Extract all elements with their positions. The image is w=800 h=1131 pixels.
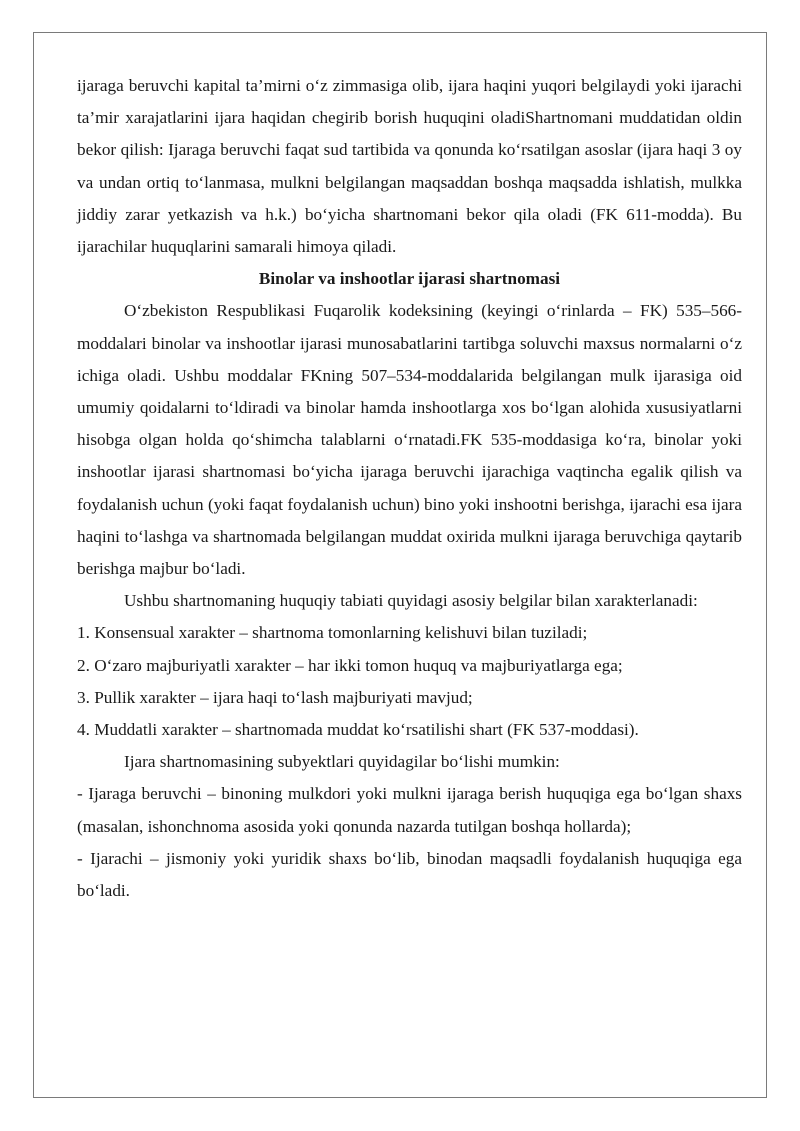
list-item-consensual: 1. Konsensual xarakter – shartnoma tomonlarning kelishuvi bilan tuziladi; (77, 623, 588, 643)
paragraph-lease-repair: ijaraga beruvchi kapital ta’mirni o‘z zimmasiga olib, ijara haqini yuqori belgilaydi yoki ijarachi ta’mir xarajatlarini ijara haqidan chegirib borish huquqini oladiShartnomani muddatidan oldin bekor qilish: Ijaraga beruvchi faqat sud tartibida va qonunda ko‘rsatilgan asoslar (ijara haqi 3 oy va undan ortiq to‘lanmasa, mulkni belgilangan maqsaddan boshqa maqsadda ishlatish, mulkka jiddiy zarar yetkazish va h.k.) bo‘yicha shartnomani bekor qila oladi (FK 611-modda). Bu ijarachilar huquqlarini samarali himoya qiladi. (77, 76, 742, 257)
document-body (77, 70, 742, 907)
paragraph-civil-code: O‘zbekiston Respublikasi Fuqarolik kodeksining (keyingi o‘rinlarda – FK) 535–566-moddalari binolar va inshootlar ijarasi munosabatlarini tartibga soluvchi maxsus normalarni o‘z ichiga oladi. Ushbu moddalar FKning 507–534-moddalarida belgilangan mulk ijarasiga oid umumiy qoidalarni to‘ldiradi va binolar hamda inshootlarga xos bo‘lgan alohida xususiyatlarni hisobga olgan holda qo‘shimcha talablarni o‘rnatadi.FK 535-moddasiga ko‘ra, binolar yoki inshootlar ijarasi shartnomasi bo‘yicha ijaraga beruvchi ijarachiga vaqtincha egalik qilish va foydalanish uchun (yoki faqat foydalanish uchun) bino yoki inshootni berishga, ijarachi esa ijara haqini to‘lashga va shartnomada belgilangan muddat oxirida mulkni ijaraga beruvchiga qaytarib berishga majbur bo‘ladi. (77, 301, 742, 579)
paragraph-subjects: Ijara shartnomasining subyektlari quyidagilar bo‘lishi mumkin: (124, 752, 560, 772)
list-item-lessor: - Ijaraga beruvchi – binoning mulkdori yoki mulkni ijaraga berish huquqiga ega bo‘lgan shaxs (masalan, ishonchnoma asosida yoki qonunda nazarda tutilgan boshqa hollarda); (77, 784, 742, 836)
list-item-mutual: 2. O‘zaro majburiyatli xarakter – har ikki tomon huquq va majburiyatlarga ega; (77, 655, 623, 675)
list-item-term: 4. Muddatli xarakter – shartnomada muddat ko‘rsatilishi shart (FK 537-moddasi). (77, 720, 639, 740)
list-item-lessee: - Ijarachi – jismoniy yoki yuridik shaxs bo‘lib, binodan maqsadli foydalanish huquqiga ega bo‘ladi. (77, 848, 742, 901)
section-heading: Binolar va inshootlar ijarasi shartnomasi (258, 269, 561, 289)
paragraph-legal-nature: Ushbu shartnomaning huquqiy tabiati quyidagi asosiy belgilar bilan xarakterlanadi: (124, 591, 698, 611)
list-item-paid: 3. Pullik xarakter – ijara haqi to‘lash majburiyati mavjud; (77, 687, 473, 707)
